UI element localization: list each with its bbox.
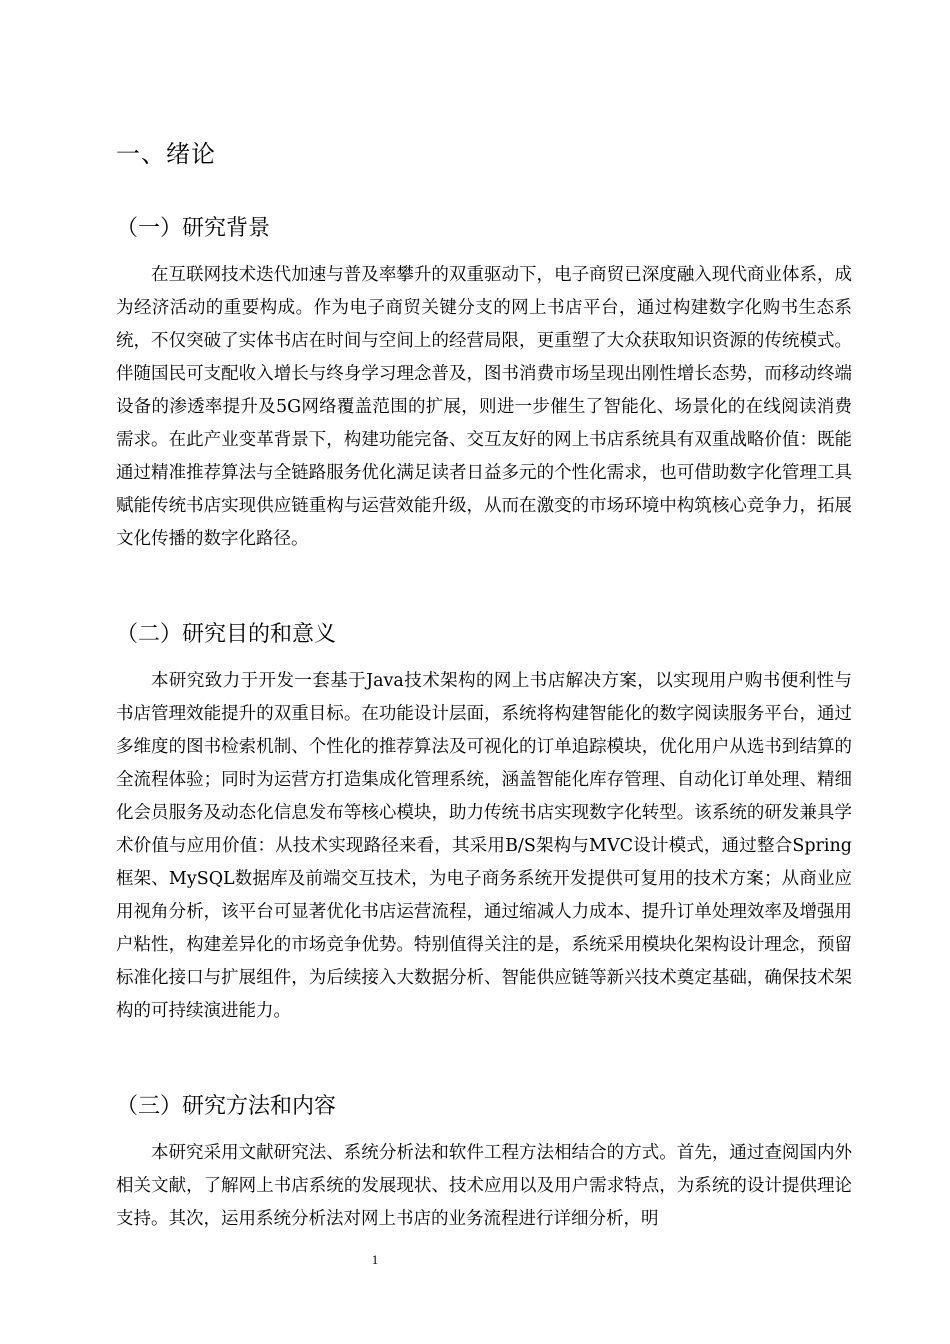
section-heading-research-background: （一）研究背景	[116, 216, 271, 241]
chapter-title: 一、绪论	[116, 140, 216, 168]
section-heading-research-methods: （三）研究方法和内容	[116, 1094, 337, 1119]
paragraph-research-purpose: 本研究致力于开发一套基于Java技术架构的网上书店解决方案，以实现用户购书便利性与书店管理效能提升的双重目标。在功能设计层面，系统将构建智能化的数字阅读服务平台，通过多维度的图书检索机制、个性化的推荐算法及可视化的订单追踪模块，优化用户从选书到结算的全流程体验；同时为运营方打造集成化管理系统，涵盖智能化库存管理、自动化订单处理、精细化会员服务及动态化信息发布等核心模块，助力传统书店实现数字化转型。该系统的研发兼具学术价值与应用价值：从技术实现路径来看，其采用B/S架构与MVC设计模式，通过整合Spring框架、MySQL数据库及前端交互技术，为电子商务系统开发提供可复用的技术方案；从商业应用视角分析，该平台可显著优化书店运营流程，通过缩减人力成本、提升订单处理效率及增强用户粘性，构建差异化的市场竞争优势。特别值得关注的是，系统采用模块化架构设计理念，预留标准化接口与扩展组件，为后续接入大数据分析、智能供应链等新兴技术奠定基础，确保技术架构的可持续演进能力。	[116, 671, 852, 1021]
paragraph-research-background: 在互联网技术迭代加速与普及率攀升的双重驱动下，电子商贸已深度融入现代商业体系，成为经济活动的重要构成。作为电子商贸关键分支的网上书店平台，通过构建数字化购书生态系统，不仅突破了实体书店在时间与空间上的经营局限，更重塑了大众获取知识资源的传统模式。伴随国民可支配收入增长与终身学习理念普及，图书消费市场呈现出刚性增长态势，而移动终端设备的渗透率提升及5G网络覆盖范围的扩展，则进一步催生了智能化、场景化的在线阅读消费需求。在此产业变革背景下，构建功能完备、交互友好的网上书店系统具有双重战略价值：既能通过精准推荐算法与全链路服务优化满足读者日益多元的个性化需求，也可借助数字化管理工具赋能传统书店实现供应链重构与运营效能升级，从而在激变的市场环境中构筑核心竞争力，拓展文化传播的数字化路径。	[116, 265, 852, 549]
paragraph-research-methods: 本研究采用文献研究法、系统分析法和软件工程方法相结合的方式。首先，通过查阅国内外相关文献，了解网上书店系统的发展现状、技术应用以及用户需求特点，为系统的设计提供理论支持。其次，运用系统分析法对网上书店的业务流程进行详细分析，明	[116, 1143, 852, 1229]
section-heading-research-purpose: （二）研究目的和意义	[116, 622, 337, 647]
page-number: 1	[371, 1252, 379, 1267]
